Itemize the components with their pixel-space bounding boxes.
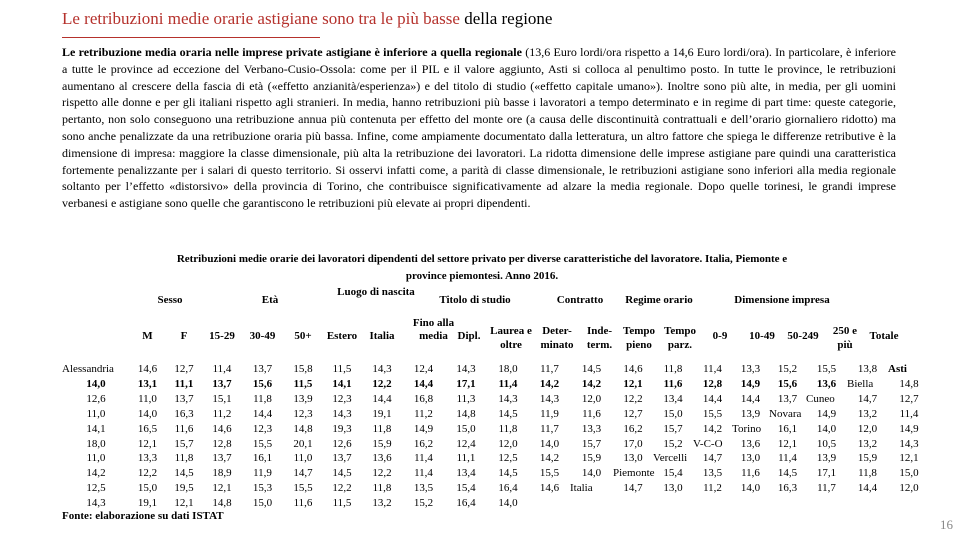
table-cell: 14,7 — [623, 482, 643, 495]
table-cell: 11,4 — [414, 467, 433, 480]
table-cell: 14,0 — [86, 377, 106, 390]
table-row-label: V-C-O — [693, 437, 723, 450]
col-header-italia: Italia — [369, 330, 395, 342]
table-caption — [62, 251, 902, 284]
table-cell: 15,9 — [581, 452, 602, 465]
table-cell: 15,7 — [663, 422, 683, 435]
table-cell: 17,1 — [456, 377, 476, 390]
table-cell: 14,2 — [539, 452, 560, 465]
col-header-indeterminato: Inde-term. — [586, 325, 613, 351]
col-header-laurea: Laurea e oltre — [490, 325, 532, 351]
page-title — [62, 9, 552, 29]
paragraph-lead: Le retribuzione media oraria nelle imprese private astigiane è inferiore a quella regionale — [62, 45, 522, 59]
col-header-f: F — [180, 330, 188, 342]
table-cell: 11,9 — [540, 407, 559, 420]
table-cell: 15,7 — [174, 437, 194, 450]
table-cell: 19,1 — [372, 407, 392, 420]
table-cell: 12,7 — [899, 392, 919, 405]
table-cell: 12,3 — [293, 407, 313, 420]
table-cell: 15,5 — [702, 407, 723, 420]
col-header-250-piu: 250 e più — [832, 325, 858, 351]
table-cell: 11,4 — [703, 363, 722, 375]
table-cell: 16,3 — [174, 407, 194, 420]
table-cell: 13,7 — [252, 363, 273, 375]
table-cell: 19,1 — [137, 497, 158, 510]
table-cell: 14,8 — [212, 497, 232, 510]
table-cell: 16,8 — [413, 392, 434, 405]
table-cell: 12,1 — [777, 437, 798, 450]
table-cell: 14,3 — [456, 363, 476, 375]
table-cell: 11,8 — [663, 363, 683, 375]
table-cell: 14,2 — [86, 467, 106, 480]
body-paragraph — [62, 44, 896, 212]
table-cell: 15,6 — [777, 377, 798, 390]
table-cell: 14,0 — [581, 467, 602, 480]
table-cell: 14,7 — [293, 467, 313, 480]
col-header-estero: Estero — [326, 330, 358, 342]
table-cell: 14,5 — [498, 467, 518, 480]
table-row-label: Italia — [570, 482, 593, 495]
table-cell: 12,0 — [581, 392, 602, 405]
table-cell: 10,5 — [816, 437, 837, 450]
table-cell: 14,6 — [539, 482, 560, 495]
table-cell: 15,8 — [293, 363, 313, 375]
table-cell: 13,5 — [413, 482, 434, 495]
caption-line-2: province piemontesi. Anno 2016. — [405, 269, 559, 282]
table-cell: 15,4 — [663, 467, 683, 480]
table-cell: 14,1 — [332, 377, 352, 390]
table-cell: 14,5 — [581, 363, 602, 375]
table-cell: 18,0 — [86, 437, 106, 450]
caption-line-1: Retribuzioni medie orarie dei lavoratori dipendenti del settore privato per diverse caratteristiche del lavoratore. Italia, Piemonte e — [176, 253, 788, 265]
table-cell: 14,6 — [623, 363, 643, 375]
group-header-studio: Titolo di studio — [439, 294, 511, 306]
table-cell: 12,2 — [332, 482, 352, 495]
table-cell: 13,3 — [137, 452, 158, 465]
table-cell: 14,5 — [498, 407, 518, 420]
table-cell: 14,4 — [702, 392, 723, 405]
table-cell: 12,3 — [332, 392, 352, 405]
table-cell: 11,8 — [498, 422, 518, 435]
table-cell: 13,2 — [857, 437, 878, 450]
table-cell: 14,0 — [740, 482, 761, 495]
table-cell: 14,8 — [456, 407, 476, 420]
table-cell: 15,2 — [413, 497, 434, 510]
table-cell: 11,6 — [174, 422, 194, 435]
table-cell: 12,2 — [372, 467, 392, 480]
table-cell: 13,7 — [212, 452, 232, 465]
table-cell: 13,2 — [857, 407, 878, 420]
table-cell: 15,0 — [899, 467, 919, 480]
table-cell: 12,8 — [702, 377, 723, 390]
table-cell: 14,3 — [498, 392, 518, 405]
table-cell: 15,5 — [252, 437, 273, 450]
table-cell: 12,1 — [623, 377, 643, 390]
table-cell: 15,7 — [581, 437, 602, 450]
table-cell: 15,0 — [663, 407, 683, 420]
table-cell: 14,9 — [816, 407, 837, 420]
table-cell: 13,5 — [702, 467, 723, 480]
table-cell: 11,0 — [138, 392, 157, 405]
table-cell: 15,0 — [252, 497, 273, 510]
table-cell: 14,5 — [174, 467, 194, 480]
table-cell: 13,9 — [293, 392, 313, 405]
table-cell: 14,0 — [816, 422, 837, 435]
table-cell: 13,6 — [816, 377, 837, 390]
table-row-label: Biella — [847, 377, 874, 390]
table-cell: 16,3 — [777, 482, 798, 495]
table-cell: 18,0 — [498, 363, 518, 375]
table-row-label: Alessandria — [62, 363, 114, 375]
table-cell: 13,7 — [777, 392, 798, 405]
table-cell: 11,1 — [456, 452, 476, 465]
table-cell: 13,7 — [332, 452, 352, 465]
table-cell: 15,4 — [456, 482, 476, 495]
table-cell: 15,2 — [777, 363, 798, 375]
table-cell: 13,9 — [816, 452, 837, 465]
title-rest: della regione — [459, 9, 553, 28]
table-cell: 14,5 — [332, 467, 352, 480]
table-row-label: Novara — [769, 407, 802, 420]
table-cell: 12,0 — [857, 422, 878, 435]
table-cell: 14,3 — [372, 363, 392, 375]
table-cell: 12,7 — [623, 407, 643, 420]
table-cell: 14,3 — [539, 392, 560, 405]
table-cell: 14,4 — [372, 392, 392, 405]
table-cell: 13,4 — [663, 392, 683, 405]
table-cell: 13,0 — [623, 452, 643, 465]
title-underline — [62, 37, 320, 38]
col-header-fino: Fino alla media — [412, 317, 455, 342]
col-header-totale: Totale — [869, 330, 899, 342]
table-cell: 11,6 — [741, 467, 760, 480]
table-cell: 13,7 — [212, 377, 232, 390]
table-cell: 11,7 — [540, 363, 559, 375]
table-cell: 16,5 — [137, 422, 158, 435]
group-header-sesso: Sesso — [157, 294, 183, 306]
table-cell: 12,2 — [372, 377, 392, 390]
paragraph-text: (13,6 Euro lordi/ora rispetto a 14,6 Euro lordi/ora). In particolare, è inferiore a tutte le province ad eccezione del Verbano-Cusio-Ossola: come per il PIL e il valore aggiunto, Asti si colloca al penultimo posto. In tutte le province, le retribuzioni aumentano al crescere della fascia di età («effetto anzianità/esperienza») e del titolo di studio («effetto capitale umano»). Inoltre sono più alte, in media, per gli uomini rispetto alle donne e per gli italiani rispetto agli stranieri. In media, hanno retribuzioni più basse i lavoratori a tempo determinato e in regime di part time: queste categorie, pertanto, non solo conseguono una retribuzione annua più contenuta per effetto del monte ore (a causa delle discontinuità contrattuali e dell’orario giornaliero ridotto) ma sono anche penalizzate da una retribuzione oraria più bassa. Infine, come ampiamente documentato dalla letteratura, un altro fattore che spiega le differenze retributive è la dimensione di impresa: maggiore la classe dimensionale, più alta la retribuzione dei lavoratori. La ridotta dimensione delle imprese astigiane pare quindi una caratteristica fortemente penalizzante per i salari di questo territorio. Si osservi infatti come, a parità di classe dimensionale, le retribuzioni astigiane sono inferiori alla media regionale soltanto per l’effetto «distorsivo» della provincia di Torino, che contribuisce significativamente ad alzare la media regionale. Dopo quelle torinesi, le grandi imprese verbanesi e astigiane sono quelle che garantiscono le retribuzioni più elevate ai propri dipendenti. — [62, 45, 896, 211]
table-cell: 14,7 — [857, 392, 878, 405]
table-cell: 14,4 — [252, 407, 273, 420]
table-cell: 12,7 — [174, 363, 194, 375]
table-cell: 16,2 — [413, 437, 434, 450]
table-cell: 11,6 — [582, 407, 601, 420]
page-number: 16 — [940, 517, 953, 532]
table-cell: 11,6 — [293, 497, 313, 510]
table-cell: 16,1 — [777, 422, 798, 435]
table-cell: 12,6 — [332, 437, 352, 450]
table-cell: 11,5 — [293, 377, 313, 390]
table-cell: 12,0 — [899, 482, 919, 495]
table-cell: 14,8 — [899, 377, 919, 390]
group-header-dimensione: Dimensione impresa — [734, 294, 830, 306]
table-cell: 11,7 — [817, 482, 836, 495]
table-cell: 13,6 — [372, 452, 392, 465]
table-cell: 14,3 — [332, 407, 352, 420]
table-cell: 13,0 — [740, 452, 761, 465]
table-cell: 11,9 — [253, 467, 272, 480]
table-cell: 11,0 — [293, 452, 313, 465]
table-cell: 15,9 — [372, 437, 392, 450]
table-row-label: Cuneo — [806, 392, 835, 405]
group-header-regime: Regime orario — [625, 294, 693, 306]
table-cell: 15,3 — [252, 482, 273, 495]
table-cell: 16,4 — [498, 482, 518, 495]
table-cell: 16,2 — [623, 422, 643, 435]
table-cell: 14,2 — [581, 377, 602, 390]
table-cell: 14,4 — [857, 482, 878, 495]
table-cell: 16,4 — [456, 497, 476, 510]
table-cell: 12,2 — [137, 467, 158, 480]
table-cell: 11,4 — [212, 363, 232, 375]
table-cell: 19,3 — [332, 422, 352, 435]
table-cell: 11,0 — [86, 407, 106, 420]
table-cell: 18,9 — [212, 467, 232, 480]
table-cell: 15,6 — [252, 377, 273, 390]
table-cell: 12,1 — [137, 437, 158, 450]
table-cell: 14,0 — [498, 497, 518, 510]
col-header-15-29: 15-29 — [209, 330, 235, 342]
group-header-nascita: Luogo di nascita — [337, 286, 415, 298]
col-header-30-49: 30-49 — [249, 330, 276, 342]
table-cell: 15,2 — [663, 437, 683, 450]
table-cell: 14,6 — [212, 422, 232, 435]
table-cell: 15,5 — [816, 363, 837, 375]
table-cell: 12,1 — [899, 452, 919, 465]
table-cell: 11,4 — [414, 452, 433, 465]
table-cell: 12,1 — [212, 482, 232, 495]
table-cell: 15,9 — [857, 452, 878, 465]
table-cell: 12,2 — [623, 392, 643, 405]
table-cell: 13,9 — [740, 407, 761, 420]
table-row-label: Piemonte — [613, 467, 655, 480]
table-cell: 14,5 — [777, 467, 798, 480]
table-cell: 14,4 — [740, 392, 761, 405]
table-cell: 14,9 — [413, 422, 434, 435]
table-cell: 14,8 — [293, 422, 313, 435]
col-header-0-9: 0-9 — [712, 330, 728, 342]
table-cell: 11,2 — [212, 407, 232, 420]
table-cell: 14,7 — [702, 452, 723, 465]
col-header-m: M — [142, 330, 153, 342]
table-row-label: Torino — [732, 422, 762, 435]
table-cell: 11,1 — [174, 377, 194, 390]
table-cell: 11,5 — [332, 363, 352, 375]
table-cell: 11,4 — [778, 452, 797, 465]
table-cell: 15,5 — [293, 482, 313, 495]
data-table — [62, 362, 930, 511]
table-cell: 20,1 — [293, 437, 313, 450]
table-cell: 15,0 — [456, 422, 476, 435]
table-cell: 12,1 — [174, 497, 194, 510]
col-header-tempo-pieno: Tempo pieno — [623, 325, 655, 351]
table-cell: 14,0 — [539, 437, 560, 450]
table-cell: 14,6 — [137, 363, 158, 375]
table-cell: 11,3 — [456, 392, 476, 405]
table-cell: 13,8 — [857, 363, 878, 375]
table-cell: 11,8 — [253, 392, 272, 405]
table-cell: 14,3 — [899, 437, 919, 450]
table-cell: 11,2 — [414, 407, 433, 420]
table-cell: 12,0 — [498, 437, 518, 450]
table-cell: 14,4 — [413, 377, 434, 390]
table-cell: 14,2 — [702, 422, 723, 435]
table-cell: 14,9 — [740, 377, 761, 390]
table-cell: 12,3 — [252, 422, 273, 435]
group-header-contratto: Contratto — [556, 294, 604, 306]
col-header-50: 50+ — [294, 330, 312, 342]
table-cell: 12,4 — [413, 363, 434, 375]
table-cell: 17,1 — [816, 467, 837, 480]
table-cell: 14,0 — [137, 407, 158, 420]
table-cell: 12,5 — [498, 452, 518, 465]
table-cell: 11,7 — [540, 422, 559, 435]
table-cell: 11,8 — [372, 482, 392, 495]
col-header-10-49: 10-49 — [749, 330, 775, 342]
table-cell: 13,6 — [740, 437, 761, 450]
table-cell: 11,4 — [498, 377, 518, 390]
table-cell: 15,5 — [539, 467, 560, 480]
table-cell: 19,5 — [174, 482, 194, 495]
table-cell: 13,0 — [663, 482, 683, 495]
table-source: Fonte: elaborazione su dati ISTAT — [62, 510, 224, 522]
table-cell: 15,1 — [212, 392, 232, 405]
table-cell: 11,5 — [332, 497, 352, 510]
table-cell: 11,0 — [86, 452, 106, 465]
table-cell: 15,0 — [137, 482, 158, 495]
group-header-eta: Età — [261, 294, 279, 306]
table-cell: 11,8 — [174, 452, 194, 465]
col-header-tempo-parz: Tempo parz. — [664, 325, 696, 351]
col-header-dipl: Dipl. — [457, 330, 481, 342]
table-cell: 12,4 — [456, 437, 476, 450]
table-cell: 13,3 — [740, 363, 761, 375]
table-cell: 11,2 — [703, 482, 722, 495]
table-cell: 11,8 — [372, 422, 392, 435]
table-row-label: Vercelli — [653, 452, 688, 465]
table-cell: 13,1 — [137, 377, 158, 390]
table-cell: 11,8 — [858, 467, 877, 480]
table-cell: 17,0 — [623, 437, 643, 450]
table-row-label: Asti — [888, 363, 907, 375]
table-cell: 16,1 — [252, 452, 273, 465]
table-cell: 13,2 — [372, 497, 392, 510]
title-highlight: Le retribuzioni medie orarie astigiane sono tra le più basse — [62, 9, 460, 28]
table-cell: 12,8 — [212, 437, 232, 450]
table-cell: 12,5 — [86, 482, 106, 495]
table-cell: 14,2 — [539, 377, 560, 390]
table-cell: 13,4 — [456, 467, 476, 480]
table-cell: 13,3 — [581, 422, 602, 435]
table-cell: 14,3 — [86, 497, 106, 510]
table-cell: 14,9 — [899, 422, 919, 435]
col-header-50-249: 50-249 — [787, 330, 819, 342]
table-cell: 14,1 — [86, 422, 106, 435]
table-cell: 11,4 — [899, 407, 919, 420]
table-cell: 11,6 — [663, 377, 683, 390]
col-header-determinato: Deter-minato — [540, 325, 574, 351]
table-cell: 13,7 — [174, 392, 194, 405]
table-cell: 12,6 — [86, 392, 106, 405]
